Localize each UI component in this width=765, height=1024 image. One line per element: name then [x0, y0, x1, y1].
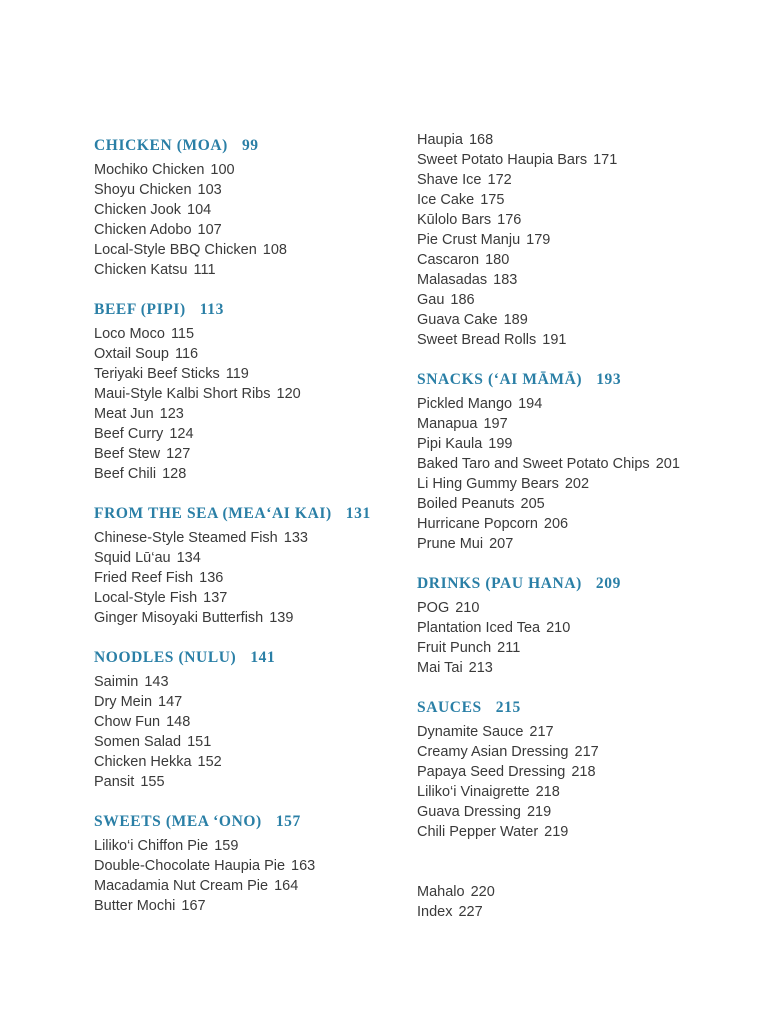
- entry-page-number: 202: [564, 476, 590, 492]
- entry-page-number: 206: [543, 516, 569, 532]
- entry-title: Dry Mein: [94, 694, 153, 710]
- toc-entry[interactable]: [94, 324, 404, 344]
- section-title: BEEF (PIPI): [94, 301, 186, 318]
- toc-entry[interactable]: [94, 160, 404, 180]
- entry-page-number: 103: [197, 182, 222, 198]
- spacer: [417, 862, 737, 882]
- entry-title: Plantation Iced Tea: [417, 620, 541, 636]
- entry-page-number: 148: [166, 714, 191, 730]
- entry-title: Sweet Potato Haupia Bars: [417, 152, 588, 168]
- toc-entry[interactable]: [94, 404, 404, 424]
- entry-title: Malasadas: [417, 272, 488, 288]
- entry-page-number: 219: [526, 804, 552, 820]
- section-heading[interactable]: [94, 504, 404, 524]
- entry-title: Sweet Bread Rolls: [417, 332, 537, 348]
- entry-page-number: 172: [487, 172, 512, 188]
- entry-page-number: 143: [144, 674, 169, 690]
- entry-title: Prune Mui: [417, 536, 484, 552]
- toc-entry[interactable]: [94, 220, 404, 240]
- entry-page-number: 201: [655, 456, 680, 472]
- entry-title: Meat Jun: [94, 406, 154, 422]
- entry-title: Squid Lū‘au: [94, 550, 171, 566]
- entry-title: Liliko‘i Vinaigrette: [417, 784, 530, 800]
- entry-page-number: 133: [283, 530, 308, 546]
- entry-title: Guava Cake: [417, 312, 498, 328]
- entry-title: Beef Curry: [94, 426, 164, 442]
- section-heading[interactable]: [94, 300, 404, 320]
- entry-page-number: 176: [497, 212, 522, 228]
- section-page-number: 209: [595, 575, 621, 592]
- entry-page-number: 205: [520, 496, 545, 512]
- toc-entry[interactable]: [94, 424, 404, 444]
- toc-section: [417, 574, 737, 678]
- toc-entry[interactable]: [94, 344, 404, 364]
- entry-page-number: 171: [593, 152, 618, 168]
- entry-title: Ice Cake: [417, 192, 475, 208]
- entry-title: Chicken Katsu: [94, 262, 188, 278]
- section-title: SAUCES: [417, 699, 482, 716]
- section-title: FROM THE SEA (MEA‘AI KAI): [94, 505, 332, 522]
- toc-entry[interactable]: [94, 180, 404, 200]
- toc-entry[interactable]: [94, 876, 404, 896]
- entry-title: Haupia: [417, 132, 463, 148]
- toc-entry[interactable]: [417, 414, 737, 434]
- entry-page-number: 163: [291, 858, 316, 874]
- section-heading[interactable]: [417, 574, 737, 594]
- section-title: SWEETS (MEA ‘ONO): [94, 813, 262, 830]
- entry-title: Pickled Mango: [417, 396, 513, 412]
- entry-title: Fruit Punch: [417, 640, 492, 656]
- entry-title: Papaya Seed Dressing: [417, 764, 566, 780]
- section-heading[interactable]: [94, 136, 404, 156]
- toc-entry[interactable]: [417, 618, 737, 638]
- entry-page-number: 179: [526, 232, 551, 248]
- entry-title: Chicken Jook: [94, 202, 182, 218]
- section-page-number: 99: [241, 137, 259, 154]
- toc-entry[interactable]: [417, 130, 737, 150]
- toc-entry[interactable]: [417, 598, 737, 618]
- toc-entry[interactable]: [417, 762, 737, 782]
- section-page-number: 215: [495, 699, 521, 716]
- toc-entry[interactable]: [94, 856, 404, 876]
- entry-title: Pipi Kaula: [417, 436, 483, 452]
- entry-page-number: 217: [574, 744, 599, 760]
- entry-page-number: 159: [214, 838, 239, 854]
- entry-title: Chinese-Style Steamed Fish: [94, 530, 278, 546]
- toc-entry[interactable]: [417, 250, 737, 270]
- entry-title: Hurricane Popcorn: [417, 516, 538, 532]
- toc-entry[interactable]: [417, 638, 737, 658]
- entry-page-number: 227: [458, 904, 483, 920]
- entry-title: Kūlolo Bars: [417, 212, 492, 228]
- entry-page-number: 134: [176, 550, 201, 566]
- toc-entry[interactable]: [417, 534, 737, 554]
- toc-entry[interactable]: [94, 528, 404, 548]
- entry-page-number: 164: [274, 878, 299, 894]
- toc-entry[interactable]: [94, 692, 404, 712]
- entry-page-number: 124: [169, 426, 194, 442]
- toc-entry[interactable]: [94, 896, 404, 916]
- toc-entry[interactable]: [417, 394, 737, 414]
- entry-title: Teriyaki Beef Sticks: [94, 366, 220, 382]
- toc-entry[interactable]: [417, 230, 737, 250]
- toc-entry[interactable]: [94, 836, 404, 856]
- entry-page-number: 136: [199, 570, 224, 586]
- section-page-number: 193: [596, 371, 622, 388]
- entry-title: Mai Tai: [417, 660, 463, 676]
- entry-title: Pansit: [94, 774, 135, 790]
- entry-page-number: 168: [468, 132, 494, 148]
- toc-entry[interactable]: [417, 882, 737, 902]
- entry-page-number: 111: [193, 262, 216, 278]
- entry-title: Chow Fun: [94, 714, 161, 730]
- entry-page-number: 189: [503, 312, 528, 328]
- toc-entry[interactable]: [417, 782, 737, 802]
- entry-page-number: 139: [269, 610, 294, 626]
- section-page-number: 131: [345, 505, 371, 522]
- section-heading[interactable]: [94, 812, 404, 832]
- toc-entry[interactable]: [417, 474, 737, 494]
- entry-page-number: 175: [480, 192, 505, 208]
- entry-page-number: 128: [162, 466, 187, 482]
- toc-entry[interactable]: [94, 260, 404, 280]
- entry-page-number: 108: [262, 242, 287, 258]
- toc-entry[interactable]: [94, 240, 404, 260]
- toc-entry[interactable]: [94, 752, 404, 772]
- entry-page-number: 213: [468, 660, 493, 676]
- entry-title: POG: [417, 600, 450, 616]
- toc-entry[interactable]: [94, 732, 404, 752]
- entry-page-number: 211: [497, 640, 521, 656]
- entry-title: Shoyu Chicken: [94, 182, 192, 198]
- section-heading[interactable]: [94, 648, 404, 668]
- entry-page-number: 107: [197, 222, 222, 238]
- entry-title: Butter Mochi: [94, 898, 176, 914]
- entry-page-number: 151: [187, 734, 212, 750]
- entry-title: Pie Crust Manju: [417, 232, 521, 248]
- toc-entry[interactable]: [417, 658, 737, 678]
- toc-entry[interactable]: [417, 150, 737, 170]
- entry-title: Chicken Adobo: [94, 222, 192, 238]
- entry-title: Manapua: [417, 416, 478, 432]
- entry-title: Somen Salad: [94, 734, 182, 750]
- entry-page-number: 219: [544, 824, 569, 840]
- entry-title: Double-Chocolate Haupia Pie: [94, 858, 286, 874]
- entry-page-number: 180: [485, 252, 510, 268]
- entry-title: Li Hing Gummy Bears: [417, 476, 559, 492]
- toc-entry[interactable]: [417, 822, 737, 842]
- toc-entry[interactable]: [417, 494, 737, 514]
- toc-section: [94, 812, 404, 916]
- entry-page-number: 127: [166, 446, 191, 462]
- entry-page-number: 104: [187, 202, 212, 218]
- entry-title: Liliko‘i Chiffon Pie: [94, 838, 209, 854]
- toc-entry[interactable]: [417, 270, 737, 290]
- entry-page-number: 120: [276, 386, 301, 402]
- entry-title: Creamy Asian Dressing: [417, 744, 569, 760]
- toc-entry[interactable]: [94, 464, 404, 484]
- toc-entry[interactable]: [417, 802, 737, 822]
- entry-title: Loco Moco: [94, 326, 165, 342]
- entry-page-number: 147: [158, 694, 183, 710]
- section-title: DRINKS (PAU HANA): [417, 575, 582, 592]
- toc-entry[interactable]: [417, 170, 737, 190]
- entry-title: Index: [417, 904, 453, 920]
- entry-page-number: 115: [170, 326, 195, 342]
- entry-page-number: 217: [529, 724, 554, 740]
- entry-title: Local-Style Fish: [94, 590, 198, 606]
- toc-entry[interactable]: [417, 190, 737, 210]
- toc-entry[interactable]: [417, 902, 737, 922]
- entry-title: Local-Style BBQ Chicken: [94, 242, 257, 258]
- toc-entry[interactable]: [417, 514, 737, 534]
- toc-section: [417, 698, 737, 842]
- entry-page-number: 186: [450, 292, 475, 308]
- entry-title: Macadamia Nut Cream Pie: [94, 878, 269, 894]
- toc-section: [94, 136, 404, 280]
- toc-entry[interactable]: [94, 588, 404, 608]
- toc-right-column: [417, 132, 737, 922]
- toc-entry[interactable]: [417, 434, 737, 454]
- toc-section: [94, 300, 404, 484]
- toc-entry[interactable]: [417, 722, 737, 742]
- toc-entry[interactable]: [417, 310, 737, 330]
- section-page-number: 157: [275, 813, 301, 830]
- toc-entry[interactable]: [94, 568, 404, 588]
- entry-title: Chicken Hekka: [94, 754, 192, 770]
- entry-page-number: 218: [535, 784, 560, 800]
- section-title: NOODLES (NULU): [94, 649, 237, 666]
- toc-entry[interactable]: [94, 608, 404, 628]
- entry-page-number: 194: [518, 396, 543, 412]
- toc-entry[interactable]: [94, 444, 404, 464]
- entry-title: Gau: [417, 292, 445, 308]
- entry-title: Oxtail Soup: [94, 346, 169, 362]
- back-matter: [417, 882, 737, 922]
- toc-entry[interactable]: [417, 330, 737, 350]
- toc-entry[interactable]: [94, 384, 404, 404]
- toc-entry[interactable]: [94, 364, 404, 384]
- section-page-number: 113: [199, 301, 224, 318]
- entry-title: Chili Pepper Water: [417, 824, 539, 840]
- entry-title: Saimin: [94, 674, 139, 690]
- entry-title: Guava Dressing: [417, 804, 521, 820]
- entry-page-number: 155: [140, 774, 165, 790]
- entry-page-number: 123: [159, 406, 184, 422]
- section-page-number: 141: [250, 649, 276, 666]
- entry-title: Mochiko Chicken: [94, 162, 205, 178]
- toc-entry[interactable]: [417, 210, 737, 230]
- toc-entry[interactable]: [417, 290, 737, 310]
- toc-entry[interactable]: [94, 200, 404, 220]
- section-heading[interactable]: [417, 370, 737, 390]
- entry-title: Fried Reef Fish: [94, 570, 194, 586]
- toc-entry[interactable]: [94, 672, 404, 692]
- section-title: CHICKEN (MOA): [94, 137, 228, 154]
- section-heading[interactable]: [417, 698, 737, 718]
- entry-page-number: 191: [542, 332, 567, 348]
- entry-title: Baked Taro and Sweet Potato Chips: [417, 456, 650, 472]
- entry-page-number: 220: [470, 884, 495, 900]
- toc-left-column: [94, 136, 404, 936]
- entry-page-number: 197: [483, 416, 508, 432]
- entry-page-number: 183: [493, 272, 518, 288]
- entry-page-number: 218: [571, 764, 596, 780]
- entry-title: Boiled Peanuts: [417, 496, 515, 512]
- entry-page-number: 207: [489, 536, 514, 552]
- entry-title: Cascaron: [417, 252, 480, 268]
- entry-title: Shave Ice: [417, 172, 482, 188]
- toc-section: [94, 504, 404, 628]
- toc-section: [417, 370, 737, 554]
- toc-entry[interactable]: [417, 742, 737, 762]
- entry-page-number: 137: [203, 590, 228, 606]
- entry-title: Mahalo: [417, 884, 465, 900]
- entry-page-number: 116: [174, 346, 199, 362]
- entry-title: Beef Chili: [94, 466, 157, 482]
- entry-page-number: 100: [210, 162, 235, 178]
- entry-page-number: 210: [546, 620, 571, 636]
- entry-page-number: 199: [488, 436, 513, 452]
- sweets-continued: [417, 130, 737, 350]
- entry-page-number: 167: [181, 898, 206, 914]
- toc-entry[interactable]: [94, 548, 404, 568]
- entry-title: Maui-Style Kalbi Short Ribs: [94, 386, 271, 402]
- toc-entry[interactable]: [94, 772, 404, 792]
- entry-page-number: 119: [225, 366, 249, 382]
- entry-page-number: 210: [455, 600, 480, 616]
- toc-entry[interactable]: [417, 454, 737, 474]
- entry-title: Beef Stew: [94, 446, 161, 462]
- entry-title: Dynamite Sauce: [417, 724, 524, 740]
- entry-page-number: 152: [197, 754, 222, 770]
- section-title: SNACKS (‘AI MĀMĀ): [417, 371, 583, 388]
- toc-section: [94, 648, 404, 792]
- entry-title: Ginger Misoyaki Butterfish: [94, 610, 264, 626]
- toc-entry[interactable]: [94, 712, 404, 732]
